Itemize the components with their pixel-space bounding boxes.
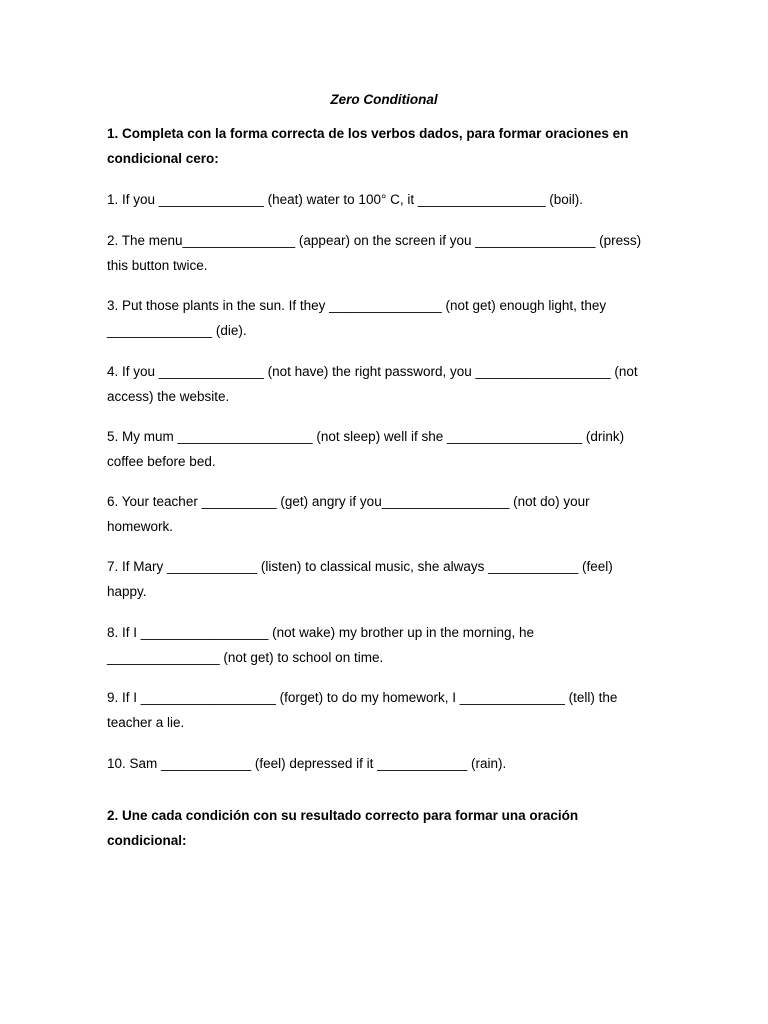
exercise-line-continued: ______________ (die).	[107, 322, 247, 338]
exercise-item-8	[107, 621, 667, 670]
exercise-line: 9. If I __________________ (forget) to do my homework, I ______________ (tell) the	[107, 690, 618, 705]
exercise-line: 2. The menu_______________ (appear) on the screen if you ________________ (press)	[107, 233, 642, 248]
exercise-line: 6. Your teacher __________ (get) angry if you_________________ (not do) your	[107, 494, 590, 509]
exercise-item-4	[107, 360, 667, 409]
exercise-item-10	[107, 752, 667, 777]
exercise-item-5	[107, 425, 667, 474]
exercise-item-3	[107, 294, 667, 343]
section1-instruction-line2: condicional cero:	[107, 151, 219, 166]
exercise-line: 5. My mum __________________ (not sleep) well if she __________________ (drink)	[107, 429, 625, 444]
exercise-line-continued: happy.	[107, 583, 147, 599]
exercise-line: 7. If Mary ____________ (listen) to classical music, she always ____________ (feel)	[107, 559, 613, 574]
exercise-line: 4. If you ______________ (not have) the right password, you __________________ (not	[107, 364, 638, 379]
exercise-item-7	[107, 555, 667, 604]
exercise-line-continued: teacher a lie.	[107, 714, 185, 730]
section1-instruction	[107, 121, 667, 171]
section2-instruction-line1: 2. Une cada condición con su resultado correcto para formar una oración	[107, 808, 579, 823]
exercise-line: 3. Put those plants in the sun. If they _______________ (not get) enough light, they	[107, 298, 607, 313]
exercise-line-continued: _______________ (not get) to school on time.	[107, 649, 384, 665]
exercise-line: 8. If I _________________ (not wake) my brother up in the morning, he	[107, 625, 535, 640]
exercise-item-1	[107, 188, 667, 213]
section1-instruction-line1: 1. Completa con la forma correcta de los verbos dados, para formar oraciones en	[107, 126, 629, 141]
exercise-item-9	[107, 686, 667, 735]
exercise-line-continued: homework.	[107, 518, 174, 534]
exercise-line: 1. If you ______________ (heat) water to 100° C, it _________________ (boil).	[107, 192, 584, 207]
exercise-line-continued: coffee before bed.	[107, 453, 216, 469]
exercise-line-continued: this button twice.	[107, 257, 208, 273]
exercise-item-6	[107, 490, 667, 539]
exercise-line: 10. Sam ____________ (feel) depressed if it ____________ (rain).	[107, 756, 507, 771]
page-title: Zero Conditional	[330, 92, 438, 107]
section2-instruction-line2: condicional:	[107, 833, 187, 848]
exercise-item-2	[107, 229, 667, 278]
section2-instruction	[107, 803, 667, 853]
exercise-line-continued: access) the website.	[107, 388, 230, 404]
